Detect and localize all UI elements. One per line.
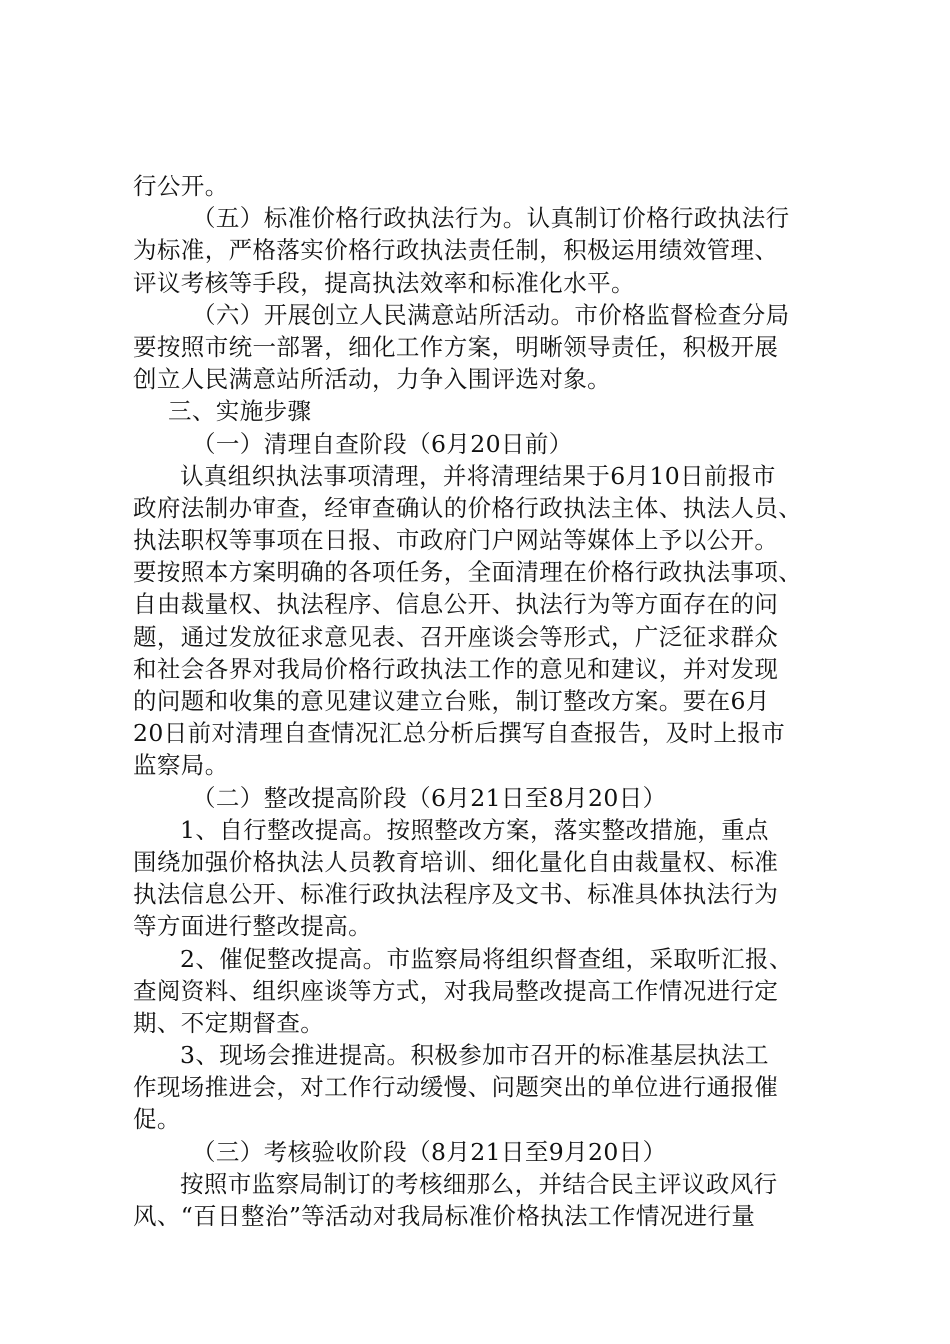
text-line: 自由裁量权、执法程序、信息公开、执法行为等方面存在的问 <box>133 590 779 619</box>
text-line: 执法职权等事项在日报、市政府门户网站等媒体上予以公开。 <box>133 526 779 555</box>
text-line: 1、自行整改提高。按照整改方案，落实整改措施，重点 <box>180 815 769 844</box>
text-line: 执法信息公开、标准行政执法程序及文书、标准具体执法行为 <box>133 880 779 909</box>
text-line: 期、不定期督查。 <box>133 1008 325 1037</box>
text-line: 按照市监察局制订的考核细那么，并结合民主评议政风行 <box>180 1169 778 1198</box>
text-line: 认真组织执法事项清理，并将清理结果于6月10日前报市 <box>180 461 776 490</box>
text-line: 政府法制办审查，经审查确认的价格行政执法主体、执法人员、 <box>133 493 803 522</box>
text-line: （三）考核验收阶段（8月21日至9月20日） <box>192 1137 667 1166</box>
text-line: 的问题和收集的意见建议建立台账，制订整改方案。要在6月 <box>133 687 770 715</box>
text-line: 和社会各界对我局价格行政执法工作的意见和建议，并对发现 <box>133 654 779 683</box>
text-line: （二）整改提高阶段（6月21日至8月20日） <box>192 783 667 812</box>
text-line: 要按照本方案明确的各项任务，全面清理在价格行政执法事项、 <box>133 558 803 587</box>
text-line: 查阅资料、组织座谈等方式，对我局整改提高工作情况进行定 <box>133 976 779 1005</box>
text-line: 促。 <box>133 1105 181 1134</box>
text-line: 3、现场会推进提高。积极参加市召开的标准基层执法工 <box>180 1041 769 1070</box>
text-line: （六）开展创立人民满意站所活动。市价格监督检查分局 <box>192 300 790 329</box>
text-line: 作现场推进会，对工作行动缓慢、问题突出的单位进行通报催 <box>133 1073 779 1102</box>
text-line: （一）清理自查阶段（6月20日前） <box>192 429 573 458</box>
document-body <box>133 170 823 1232</box>
text-line: 风、“百日整治”等活动对我局标准价格执法工作情况进行量 <box>133 1202 756 1230</box>
text-line: 20日前对清理自查情况汇总分析后撰写自查报告，及时上报市 <box>133 719 786 748</box>
text-line: 等方面进行整改提高。 <box>133 912 372 941</box>
text-line: 要按照市统一部署，细化工作方案，明晰领导责任，积极开展 <box>133 332 779 361</box>
text-line: 题，通过发放征求意见表、召开座谈会等形式，广泛征求群众 <box>133 622 779 651</box>
text-line: （五）标准价格行政执法行为。认真制订价格行政执法行 <box>192 204 790 233</box>
text-line: 行公开。 <box>133 172 229 200</box>
text-line: 三、实施步骤 <box>168 397 312 426</box>
text-line: 围绕加强价格执法人员教育培训、细化量化自由裁量权、标准 <box>133 847 779 876</box>
text-line: 为标准，严格落实价格行政执法责任制，积极运用绩效管理、 <box>133 236 779 265</box>
text-line: 评议考核等手段，提高执法效率和标准化水平。 <box>133 268 635 297</box>
text-line: 监察局。 <box>133 751 229 780</box>
text-line: 2、催促整改提高。市监察局将组织督查组，采取听汇报、 <box>180 944 793 973</box>
text-line: 创立人民满意站所活动，力争入围评选对象。 <box>133 365 611 394</box>
